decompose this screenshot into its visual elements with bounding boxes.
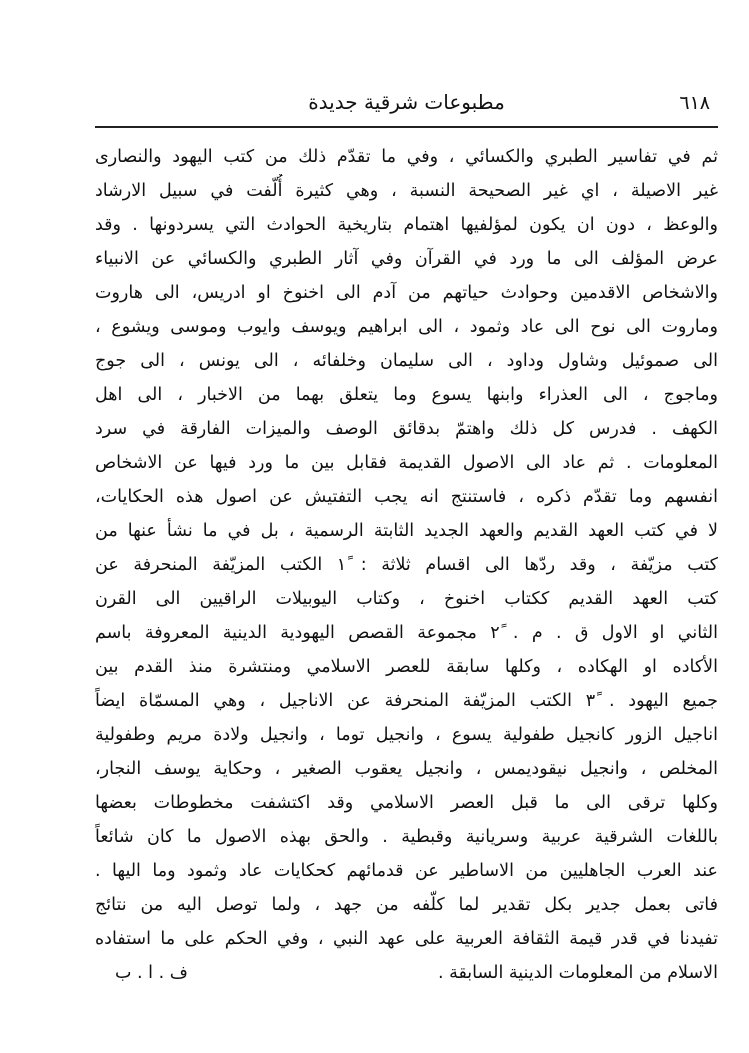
- page-number: ٦١٨: [679, 92, 710, 114]
- page-header: [95, 88, 718, 122]
- text-line: جميع اليهود . ٣ً الكتب المزيّفة المنحرفة عن الاناجيل ، وهي المسمّاة ايضاً: [95, 691, 718, 711]
- text-line: عرض المؤلف الى ما ورد في القرآن وفي آثار الطبري والكسائي عن الانبياء: [95, 249, 718, 269]
- text-line: والوعظ ، دون ان يكون لمؤلفيها اهتمام بتاريخية الحوادث التي يسردونها . وقد: [95, 215, 718, 235]
- author-signature: ف . ا . ب: [115, 963, 188, 983]
- running-title: مطبوعات شرقية جديدة: [308, 90, 505, 114]
- text-line: غير الاصيلة ، اي غير الصحيحة النسبة ، وهي كثيرة أُلّفت في سبيل الارشاد: [95, 181, 718, 201]
- last-line-text: الاسلام من المعلومات الدينية السابقة .: [437, 963, 718, 983]
- text-line: وماروت الى نوح الى عاد وثمود ، الى ابراهيم ويوسف وايوب وموسى ويشوع ،: [95, 317, 718, 337]
- text-line: والاشخاص الاقدمين وحوادث حياتهم من آدم الى اخنوخ او ادريس، الى هاروت: [95, 283, 718, 303]
- text-line: المخلص ، وانجيل نيقوديمس ، وانجيل يعقوب الصغير ، وحكاية يوسف النجار،: [95, 759, 718, 779]
- text-line: اناجيل الزور كانجيل طفولية يسوع ، وانجيل توما ، وانجيل ولادة مريم وطفولية: [95, 725, 718, 745]
- text-line: انفسهم وما تقدّم ذكره ، فاستنتج انه يجب التفتيش عن اصول هذه الحكايات،: [95, 487, 718, 507]
- text-line-last: [95, 956, 718, 990]
- text-line: لا في كتب العهد القديم والعهد الجديد الثابتة الرسمية ، بل في ما نشأ عنها من: [95, 521, 718, 541]
- text-line: كتب مزيّفة ، وقد ردّها الى اقسام ثلاثة : ١ً الكتب المزيّفة المنحرفة عن: [95, 555, 718, 575]
- body-text: [95, 140, 718, 990]
- text-line: الكهف . فدرس كل ذلك واهتمّ بدقائق الوصف والميزات الفارقة في سرد: [95, 419, 718, 439]
- text-line: الى صموئيل وشاول وداود ، الى سليمان وخلفائه ، الى يونس ، الى جوج: [95, 351, 718, 371]
- text-line: المعلومات . ثم عاد الى الاصول القديمة فقابل بين ما ورد فيها عن الاشخاص: [95, 453, 718, 473]
- text-line: الثاني او الاول ق . م . ٢ً مجموعة القصص اليهودية الدينية المعروفة باسم: [95, 623, 718, 643]
- text-line: تفيدنا في قدر قيمة الثقافة العربية على عهد النبي ، وفي الحكم على ما استفاده: [95, 929, 718, 949]
- text-line: وماجوج ، الى العذراء وابنها يسوع وما يتعلق بهما من الاخبار ، الى اهل: [95, 385, 718, 405]
- header-rule: [95, 126, 718, 128]
- text-line: ثم في تفاسير الطبري والكسائي ، وفي ما تقدّم ذلك من كتب اليهود والنصارى: [95, 147, 718, 167]
- text-line: باللغات الشرقية عربية وسريانية وقبطية . والحق بهذه الاصول ما كان شائعاً: [95, 827, 718, 847]
- text-line: الأكاده او الهكاده ، وكلها سابقة للعصر الاسلامي ومنتشرة منذ القدم بين: [95, 657, 718, 677]
- text-line: وكلها ترقى الى ما قبل العصر الاسلامي وقد اكتشفت مخطوطات بعضها: [95, 793, 718, 813]
- text-line: كتب العهد القديم ككتاب اخنوخ ، وكتاب اليوبيلات الراقيين الى القرن: [95, 589, 718, 609]
- text-line: فاتى بعمل جدير بكل تقدير لما كلّفه من جهد ، ولما توصل اليه من نتائج: [95, 895, 718, 915]
- text-line: عند العرب الجاهليين من الاساطير عن قدمائهم كحكايات عاد وثمود وما اليها .: [95, 861, 718, 881]
